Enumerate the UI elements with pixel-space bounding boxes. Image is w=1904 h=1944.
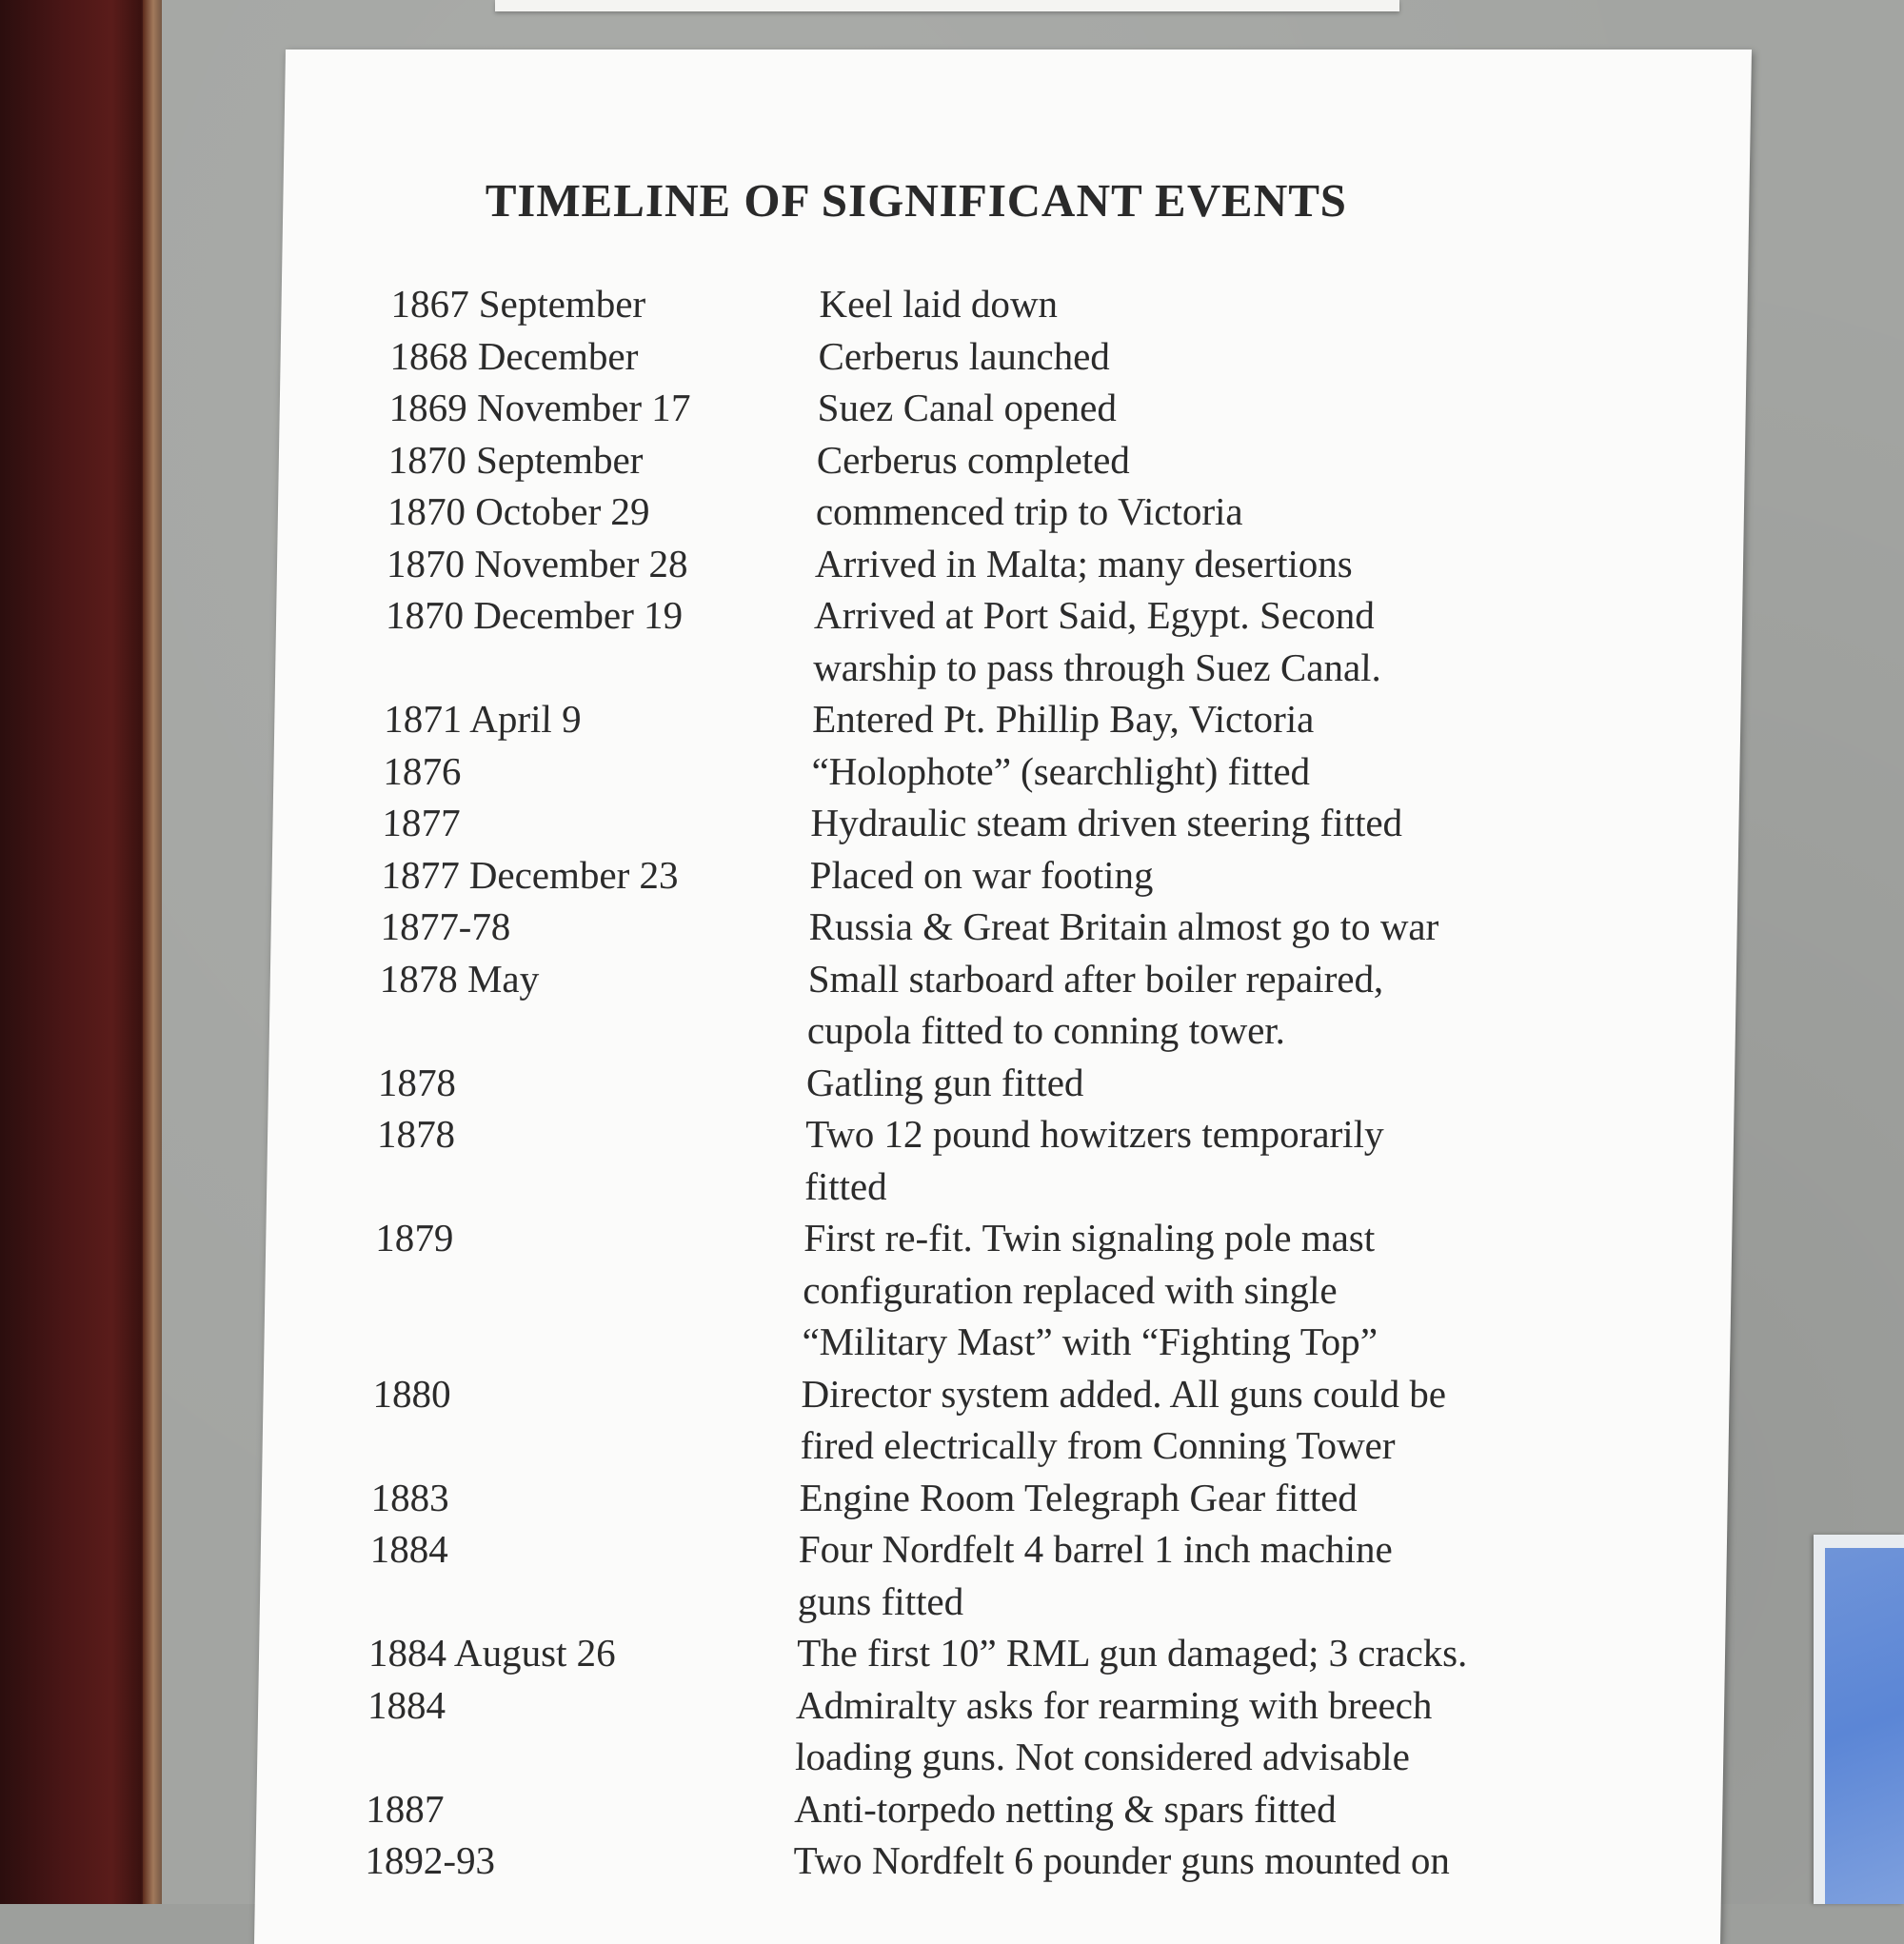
timeline-date: 1870 November 28 (386, 541, 688, 585)
timeline-event (811, 745, 1640, 798)
timeline-row (371, 1368, 1630, 1472)
timeline-event (816, 434, 1645, 486)
timeline-event (818, 330, 1647, 383)
timeline-event-line: Placed on war footing (809, 852, 1154, 897)
timeline-row (368, 1627, 1626, 1679)
timeline-event-line: Director system added. All guns could be (801, 1371, 1447, 1416)
timeline-event-line: configuration replaced with single (803, 1267, 1339, 1312)
timeline-row (378, 953, 1636, 1057)
timeline-event (799, 1472, 1628, 1524)
timeline-event-line: Cerberus completed (816, 437, 1131, 482)
timeline-date: 1867 September (390, 282, 646, 326)
timeline-row (382, 797, 1639, 849)
timeline-date: 1868 December (389, 333, 639, 378)
timeline-event-line: Cerberus launched (818, 333, 1111, 378)
timeline-row (380, 901, 1637, 953)
timeline-event-line: warship to pass through Suez Canal. (812, 645, 1382, 689)
timeline-event-line: Small starboard after boiler repaired, (807, 956, 1384, 1001)
timeline-event-line: fired electrically from Conning Tower (800, 1423, 1396, 1467)
timeline-row (385, 589, 1643, 693)
timeline-event-line: Two 12 pound howitzers temporarily (804, 1112, 1384, 1156)
timeline-date: 1884 August 26 (367, 1631, 617, 1675)
timeline-event-line: Engine Room Telegraph Gear fitted (799, 1475, 1359, 1519)
timeline-event-line: Anti-torpedo netting & spars fitted (793, 1786, 1338, 1831)
timeline-event-line: fitted (803, 1163, 888, 1208)
photo-corner (1814, 1535, 1904, 1904)
timeline-event-line: “Holophote” (searchlight) fitted (811, 748, 1311, 793)
timeline-row (376, 1108, 1635, 1212)
timeline-row (388, 382, 1646, 434)
timeline-event-line: guns fitted (797, 1578, 964, 1623)
top-paper-edge (495, 0, 1399, 11)
timeline-event (815, 538, 1644, 590)
timeline-event (795, 1679, 1625, 1783)
timeline-row (390, 278, 1648, 330)
timeline-date: 1877 December 23 (381, 852, 679, 897)
timeline-row (384, 693, 1641, 745)
timeline-event-line: loading guns. Not considered advisable (794, 1735, 1411, 1778)
timeline-event (794, 1783, 1623, 1835)
timeline-date: 1884 (369, 1527, 449, 1571)
timeline-event (793, 1835, 1622, 1887)
timeline-date: 1879 (374, 1216, 454, 1260)
timeline-event-line: Russia & Great Britain almost go to war (808, 904, 1439, 948)
timeline-event (806, 953, 1636, 1057)
timeline-event-line: Arrived at Port Said, Egypt. Second (813, 593, 1376, 637)
timeline-date: 1884 (367, 1682, 446, 1727)
timeline-event (802, 1212, 1633, 1368)
timeline-event-line: Four Nordfelt 4 barrel 1 inch machine (798, 1527, 1394, 1571)
timeline-row (389, 330, 1647, 383)
timeline-event (813, 589, 1643, 693)
timeline-row (387, 486, 1645, 538)
timeline-date: 1871 April 9 (383, 697, 583, 741)
timeline-row (381, 849, 1638, 902)
timeline-event (809, 849, 1638, 902)
timeline-date: 1870 December 19 (385, 593, 684, 637)
timeline-date: 1878 (377, 1060, 457, 1104)
timeline-event-line: Hydraulic steam driven steering fitted (810, 801, 1403, 844)
timeline-row (366, 1783, 1623, 1835)
timeline-row (365, 1835, 1622, 1887)
timeline-event (808, 901, 1637, 953)
timeline-event (806, 1057, 1636, 1109)
timeline-event-line: Suez Canal opened (817, 386, 1118, 429)
timeline-event (810, 797, 1639, 849)
timeline-date: 1870 September (387, 437, 644, 482)
sheet-content (254, 50, 1752, 1944)
timeline-event-line: Admiralty asks for rearming with breech (795, 1682, 1433, 1727)
timeline-event-line: The first 10” RML gun damaged; 3 cracks. (796, 1631, 1468, 1675)
timeline-event (804, 1108, 1635, 1212)
timeline-event (819, 278, 1648, 330)
timeline-date: 1887 (365, 1786, 445, 1831)
timeline-event-line: commenced trip to Victoria (815, 489, 1244, 533)
timeline-row (387, 434, 1645, 486)
timeline-event (817, 382, 1646, 434)
timeline-date: 1883 (370, 1475, 450, 1519)
timeline-date: 1877 (382, 801, 461, 844)
timeline-row (387, 538, 1644, 590)
timeline-event-line: “Military Mast” with “Fighting Top” (802, 1319, 1378, 1363)
timeline-row (367, 1679, 1625, 1783)
timeline-event-line: Entered Pt. Phillip Bay, Victoria (811, 697, 1315, 741)
frame-edge (143, 0, 164, 1904)
timeline-event (812, 693, 1641, 745)
timeline-row (370, 1472, 1628, 1524)
timeline-list (365, 278, 1648, 1887)
timeline-event-line: cupola fitted to conning tower. (806, 1008, 1286, 1052)
timeline-event (797, 1627, 1626, 1679)
timeline-date: 1892-93 (365, 1838, 496, 1882)
timeline-event-line: Keel laid down (819, 282, 1059, 326)
timeline-date: 1876 (383, 748, 462, 793)
timeline-sheet (254, 50, 1752, 1944)
timeline-event (800, 1368, 1630, 1472)
timeline-event-line: Two Nordfelt 6 pounder guns mounted on (793, 1838, 1451, 1882)
page-title: TIMELINE OF SIGNIFICANT EVENTS (485, 174, 1348, 227)
timeline-row (369, 1523, 1628, 1627)
timeline-event (798, 1523, 1628, 1627)
timeline-event-line: Gatling gun fitted (805, 1060, 1084, 1104)
timeline-date: 1878 (376, 1112, 456, 1156)
timeline-event (816, 486, 1645, 538)
photo-image (1825, 1548, 1904, 1904)
wooden-frame (0, 0, 160, 1904)
timeline-date: 1878 May (379, 956, 540, 1001)
timeline-row (378, 1057, 1636, 1109)
timeline-event-line: Arrived in Malta; many desertions (814, 541, 1354, 585)
timeline-date: 1877-78 (380, 904, 511, 948)
timeline-date: 1870 October 29 (387, 489, 650, 533)
timeline-row (383, 745, 1640, 798)
timeline-date: 1880 (372, 1371, 451, 1416)
timeline-event-line: First re-fit. Twin signaling pole mast (803, 1216, 1376, 1260)
timeline-date: 1869 November 17 (388, 386, 691, 429)
timeline-row (373, 1212, 1633, 1368)
